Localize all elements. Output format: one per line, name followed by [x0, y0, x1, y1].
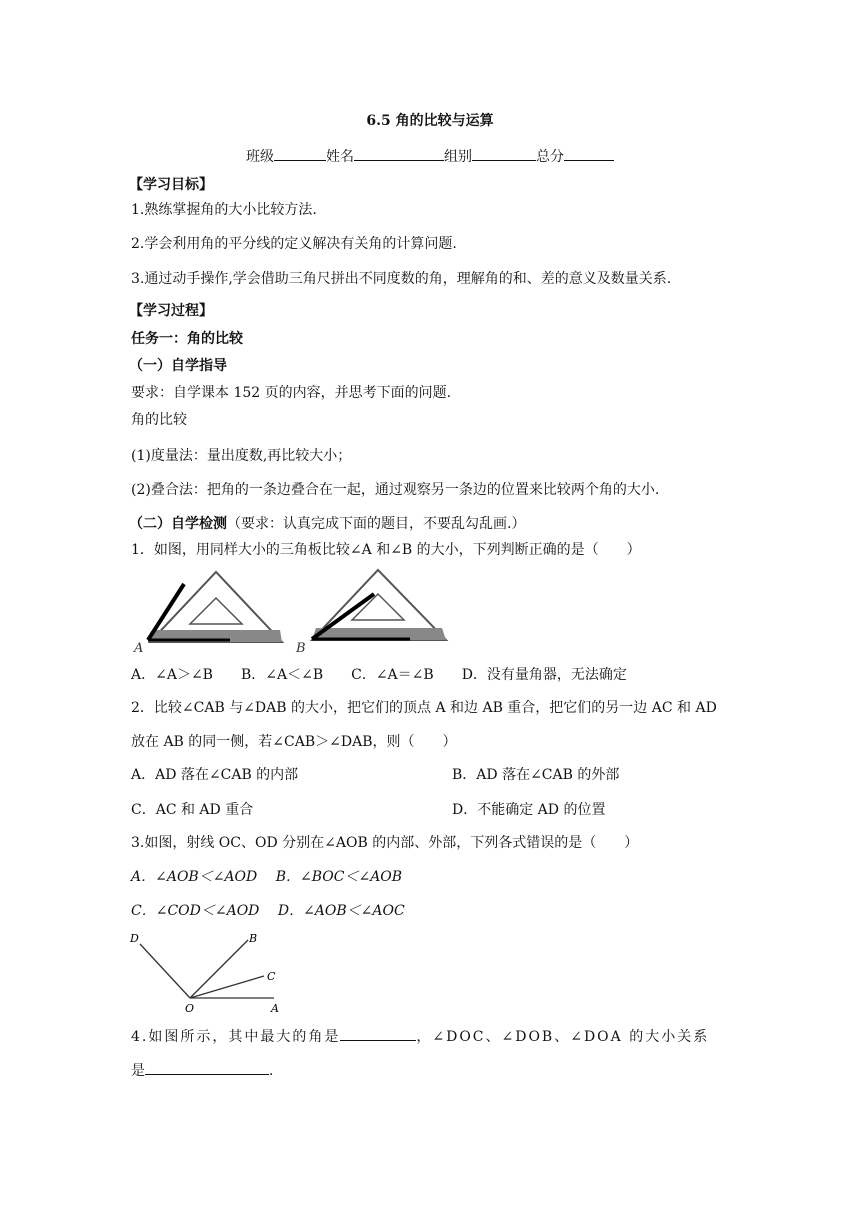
label-a: A [134, 641, 144, 656]
question-4-text: 4.如图所示，其中最大的角是 [131, 1029, 341, 1045]
question-3-options-ab: A．∠AOB＜∠AOD B．∠BOC＜∠AOB [131, 869, 403, 885]
name-label: 姓名 [326, 149, 354, 165]
question-3-options-cd: C．∠COD＜∠AOD D．∠AOB＜∠AOC [131, 903, 405, 919]
method-overlap: (2)叠合法：把角的一条边叠合在一起，通过观察另一条边的位置来比较两个角的大小. [131, 482, 660, 498]
rays-figure [128, 930, 288, 1020]
name-blank[interactable] [354, 147, 444, 161]
topic-text: 角的比较 [131, 412, 187, 428]
label-d: D [130, 932, 139, 945]
score-label: 总分 [536, 149, 564, 165]
requirement-text: 要求：自学课本 152 页的内容，并思考下面的问题. [131, 385, 452, 401]
label-c: C [267, 970, 276, 983]
self-check-line [129, 515, 525, 533]
self-check-note: （要求：认真完成下面的题目，不要乱勾乱画.） [227, 516, 526, 532]
ray-od [140, 944, 190, 998]
student-info-line [246, 147, 614, 166]
triangle-comparison-figure [130, 568, 460, 658]
score-blank[interactable] [564, 147, 614, 161]
question-4-end: . [269, 1063, 274, 1079]
question-2-option-c: C．AC 和 AD 重合 [131, 802, 254, 818]
task-heading: 任务一：角的比较 [131, 331, 243, 347]
page-title: 6.5 角的比较与运算 [366, 113, 494, 129]
question-1-options: A．∠A＞∠B B．∠A＜∠B C．∠A＝∠B D．没有量角器，无法确定 [131, 667, 627, 683]
answer-blank-largest-angle[interactable] [340, 1027, 416, 1041]
label-o: O [185, 1002, 195, 1015]
question-4-line-2 [131, 1061, 273, 1080]
goal-item: 2.学会利用角的平分线的定义解决有关角的计算问题. [131, 236, 457, 252]
question-2-option-d: D．不能确定 AD 的位置 [452, 802, 606, 818]
question-2-option-b: B．AD 落在∠CAB 的外部 [452, 767, 620, 783]
goal-item: 3.通过动手操作,学会借助三角尺拼出不同度数的角，理解角的和、差的意义及数量关系. [131, 271, 672, 287]
label-b: B [249, 932, 258, 945]
question-2-option-a: A．AD 落在∠CAB 的内部 [131, 767, 299, 783]
self-study-heading: （一）自学指导 [129, 358, 227, 374]
question-3-stem: 3.如图，射线 OC、OD 分别在∠AOB 的内部、外部，下列各式错误的是（ ） [131, 835, 639, 851]
process-heading: 【学习过程】 [129, 303, 213, 319]
group-blank[interactable] [472, 147, 536, 161]
class-label: 班级 [246, 149, 274, 165]
group-label: 组别 [444, 149, 472, 165]
goals-heading: 【学习目标】 [129, 177, 213, 193]
question-4-relation-text: ，∠DOC、∠DOB、∠DOA 的大小关系 [416, 1029, 710, 1045]
self-check-heading: （二）自学检测 [129, 516, 227, 532]
question-2-line-1: 2．比较∠CAB 与∠DAB 的大小，把它们的顶点 A 和边 AB 重合，把它们的另一边 AC 和 AD [131, 700, 717, 716]
label-a: A [271, 1002, 279, 1015]
answer-blank-relation[interactable] [145, 1061, 269, 1075]
label-b: B [296, 641, 306, 656]
question-4-prefix: 是 [131, 1063, 145, 1079]
class-blank[interactable] [274, 147, 326, 161]
question-4-line-1 [131, 1027, 709, 1046]
question-2-line-2: 放在 AB 的同一侧，若∠CAB＞∠DAB，则（ ） [131, 734, 457, 750]
method-measure: (1)度量法：量出度数,再比较大小； [131, 448, 352, 464]
goal-item: 1.熟练掌握角的大小比较方法. [131, 202, 317, 218]
triangle-ruler-b [295, 570, 446, 656]
triangle-ruler-a [133, 572, 282, 656]
question-1-stem: 1．如图，用同样大小的三角板比较∠A 和∠B 的大小，下列判断正确的是（ ） [131, 542, 641, 558]
